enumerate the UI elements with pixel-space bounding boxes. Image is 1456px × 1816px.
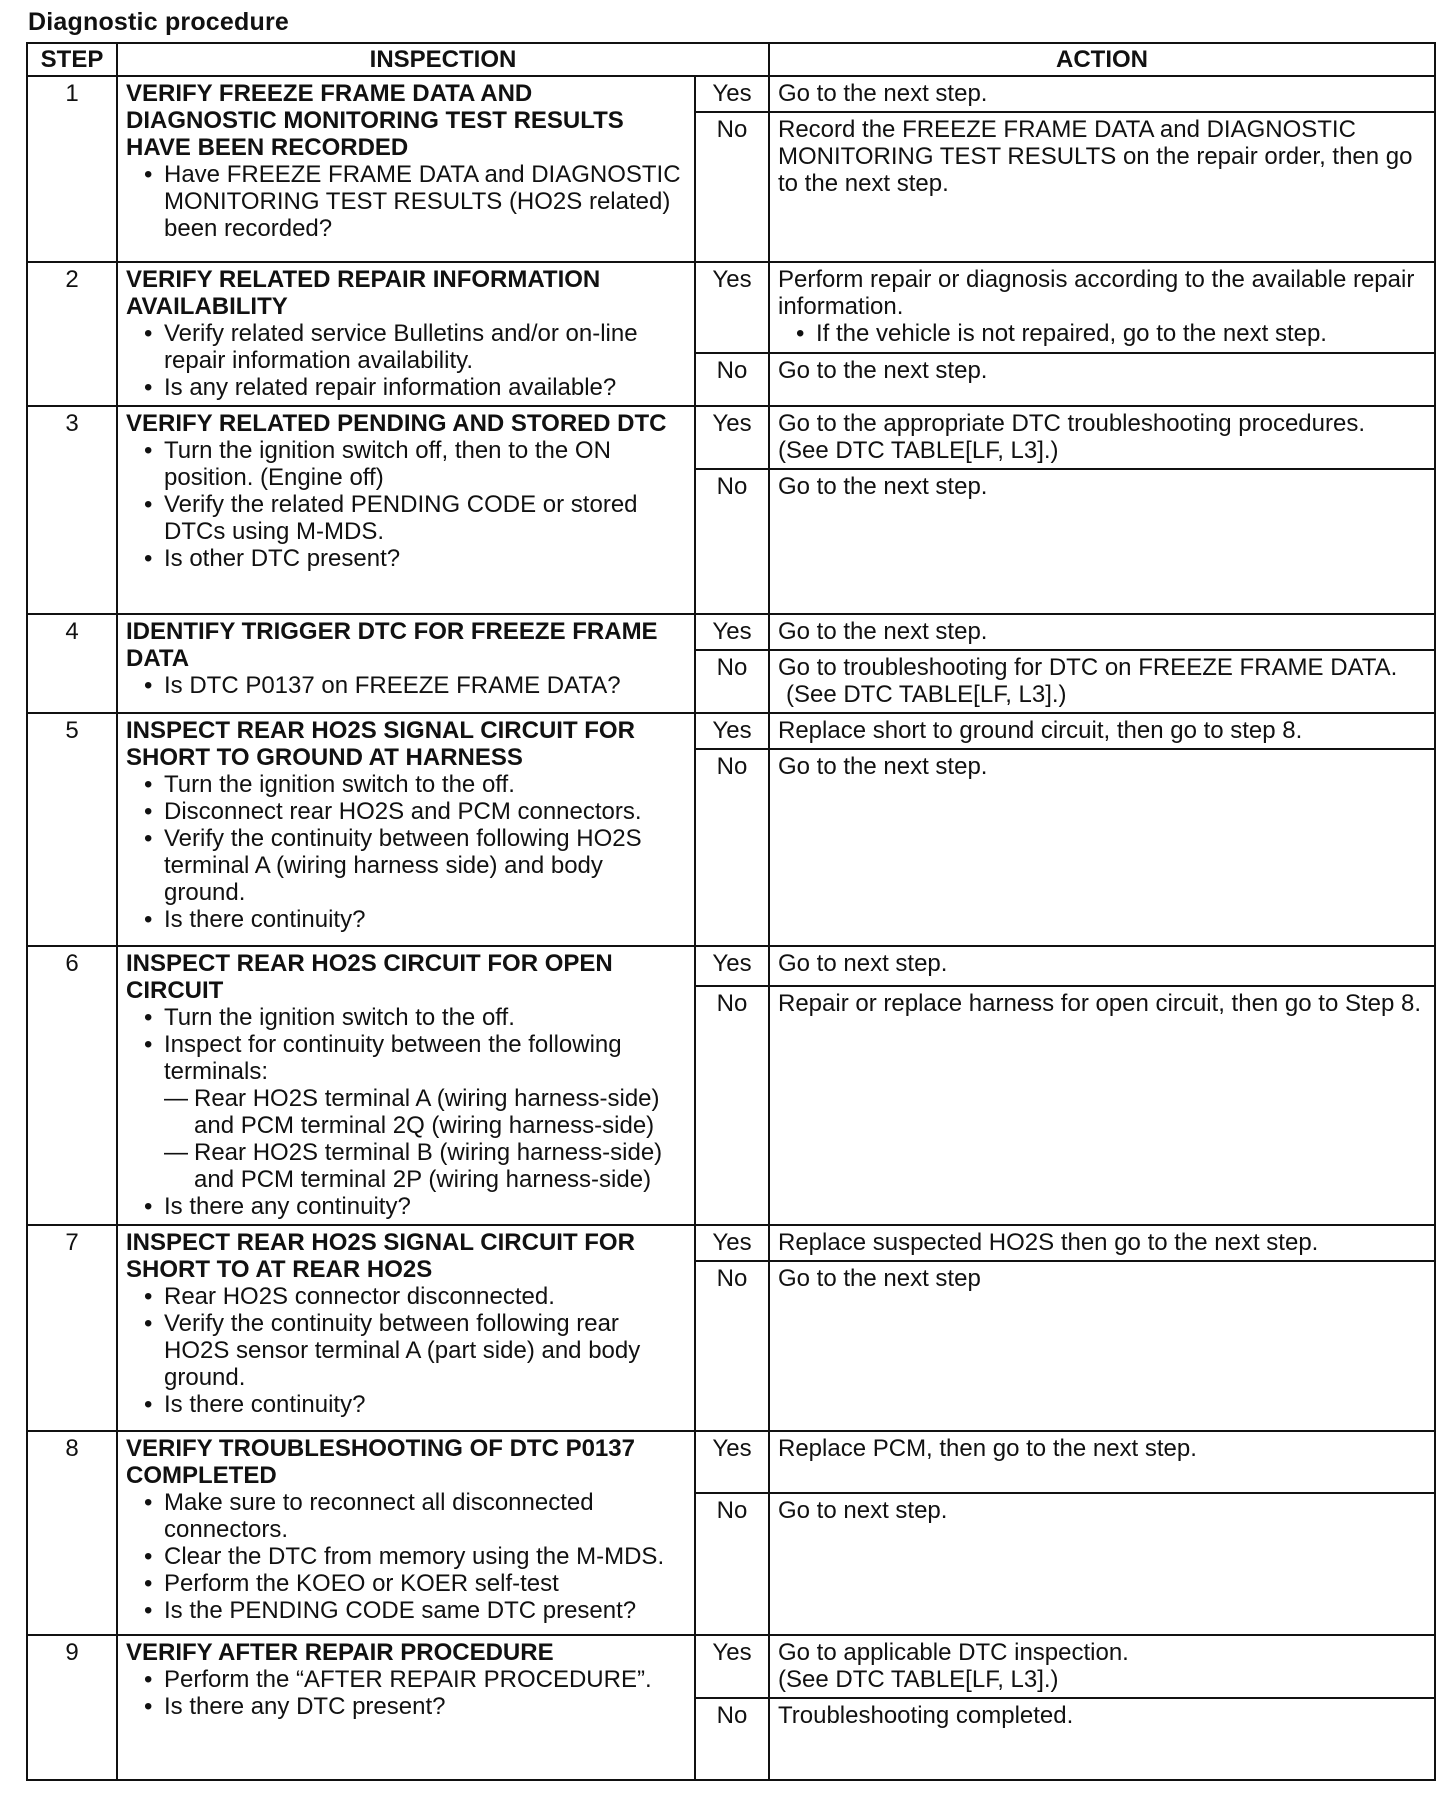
yes-label: Yes [695,946,769,986]
list-item: — Rear HO2S terminal B (wiring harness-side) and PCM terminal 2P (wiring harness-side) [164,1139,686,1193]
inspection-cell [117,946,695,1225]
list-item: • Is there continuity? [136,1391,686,1418]
inspection-list [126,1489,686,1624]
inspection-title: INSPECT REAR HO2S SIGNAL CIRCUIT FOR SHORT TO AT REAR HO2S [126,1229,635,1283]
step-number: 9 [27,1635,117,1780]
inspection-title: INSPECT REAR HO2S SIGNAL CIRCUIT FOR SHORT TO GROUND AT HARNESS [126,717,635,771]
table-row [27,406,1435,469]
list-item: • Verify the related PENDING CODE or stored DTCs using M-MDS. [136,491,686,545]
list-item: • Clear the DTC from memory using the M-MDS. [136,1543,686,1570]
list-item: • Perform the KOEO or KOER self-test [136,1570,686,1597]
inspection-cell [117,1431,695,1635]
yes-action: Perform repair or diagnosis according to the available repair information. [778,266,1415,320]
no-label: No [695,749,769,946]
inspection-title: IDENTIFY TRIGGER DTC FOR FREEZE FRAME DATA [126,618,658,672]
yes-label: Yes [695,713,769,749]
list-item: • Verify the continuity between following rear HO2S sensor terminal A (part side) and body ground. [136,1310,686,1391]
yes-label: Yes [695,1225,769,1261]
step-number: 5 [27,713,117,946]
step-number: 3 [27,406,117,614]
step-number: 6 [27,946,117,1225]
inspection-title: VERIFY AFTER REPAIR PROCEDURE [126,1639,554,1666]
table-row [27,1635,1435,1698]
step-number: 8 [27,1431,117,1635]
no-action: Repair or replace harness for open circuit, then go to Step 8. [769,986,1435,1225]
no-label: No [695,1261,769,1431]
list-item: • Disconnect rear HO2S and PCM connectors. [136,798,686,825]
no-action: Go to the next step. [769,749,1435,946]
inspection-list [126,1283,686,1418]
list-item: • Verify the continuity between following HO2S terminal A (wiring harness side) and body ground. [136,825,686,906]
list-item: • Is there any continuity? [136,1193,686,1220]
inspection-title: VERIFY TROUBLESHOOTING OF DTC P0137 COMPLETED [126,1435,635,1489]
list-item: • Is any related repair information available? [136,374,686,401]
list-item: • Have FREEZE FRAME DATA and DIAGNOSTIC MONITORING TEST RESULTS (HO2S related) been recorded? [136,161,686,242]
yes-label: Yes [695,1431,769,1493]
table-row [27,262,1435,353]
action-sublist [778,320,1426,347]
list-item: • Is DTC P0137 on FREEZE FRAME DATA? [136,672,686,699]
list-item: • Verify related service Bulletins and/or on-line repair information availability. [136,320,686,374]
inspection-cell [117,406,695,614]
list-item: • If the vehicle is not repaired, go to the next step. [788,320,1426,347]
list-item: • Turn the ignition switch off, then to the ON position. (Engine off) [136,437,686,491]
list-item: • Is the PENDING CODE same DTC present? [136,1597,686,1624]
no-action-cell [769,650,1435,713]
table-row [27,614,1435,650]
list-item: • Make sure to reconnect all disconnected connectors. [136,1489,686,1543]
list-item: • Perform the “AFTER REPAIR PROCEDURE”. [136,1666,686,1693]
inspection-list [126,320,686,401]
yes-action-cell [769,262,1435,353]
inspection-list [126,771,686,933]
dtc-table-reference: (See DTC TABLE[LF, L3].) [786,681,1067,708]
list-item: • Turn the ignition switch to the off. [136,771,686,798]
no-action: Go to troubleshooting for DTC on FREEZE FRAME DATA. [778,654,1398,681]
dtc-table-reference: (See DTC TABLE[LF, L3].) [778,1666,1059,1693]
yes-action: Replace short to ground circuit, then go to step 8. [769,713,1435,749]
table-row [27,1431,1435,1493]
yes-label: Yes [695,614,769,650]
inspection-list [126,161,686,242]
table-row [27,76,1435,112]
step-number: 4 [27,614,117,713]
table-row [27,946,1435,986]
no-label: No [695,986,769,1225]
inspection-cell [117,713,695,946]
step-number: 7 [27,1225,117,1431]
terminal-list [164,1085,686,1193]
inspection-title: INSPECT REAR HO2S CIRCUIT FOR OPEN CIRCUIT [126,950,613,1004]
yes-label: Yes [695,76,769,112]
list-item: • Is there any DTC present? [136,1693,686,1720]
no-label: No [695,650,769,713]
yes-action-cell [769,406,1435,469]
step-number: 1 [27,76,117,262]
inspection-cell [117,1225,695,1431]
table-row [27,713,1435,749]
table-header-row [27,43,1435,76]
inspection-list [126,1666,686,1720]
inspection-list [126,437,686,572]
yes-action-cell [769,1635,1435,1698]
no-action: Record the FREEZE FRAME DATA and DIAGNOSTIC MONITORING TEST RESULTS on the repair order, then go to the next step. [769,112,1435,262]
yes-action: Go to next step. [769,946,1435,986]
yes-action: Replace PCM, then go to the next step. [769,1431,1435,1493]
page-title: Diagnostic procedure [28,8,289,36]
list-item: — Rear HO2S terminal A (wiring harness-side) and PCM terminal 2Q (wiring harness-side) [164,1085,686,1139]
no-action: Go to next step. [769,1493,1435,1635]
no-label: No [695,1698,769,1780]
list-item-text: Inspect for continuity between the following terminals: [164,1031,622,1085]
no-action: Go to the next step [769,1261,1435,1431]
yes-action: Go to the appropriate DTC troubleshooting procedures. [778,410,1366,437]
list-item: • Turn the ignition switch to the off. [136,1004,686,1031]
no-label: No [695,469,769,614]
inspection-cell [117,76,695,262]
no-action: Troubleshooting completed. [769,1698,1435,1780]
list-item: • Is there continuity? [136,906,686,933]
yes-label: Yes [695,406,769,469]
yes-label: Yes [695,1635,769,1698]
diagnostic-procedure-table [26,42,1436,1781]
list-item: • Rear HO2S connector disconnected. [136,1283,686,1310]
no-label: No [695,1493,769,1635]
no-label: No [695,353,769,406]
inspection-title: VERIFY RELATED PENDING AND STORED DTC [126,410,667,437]
inspection-list [126,672,686,699]
inspection-cell [117,262,695,406]
no-label: No [695,112,769,262]
header-step: STEP [27,43,117,76]
inspection-list [126,1004,686,1220]
inspection-title: VERIFY FREEZE FRAME DATA AND DIAGNOSTIC MONITORING TEST RESULTS HAVE BEEN RECORDED [126,80,624,161]
yes-action: Go to the next step. [769,76,1435,112]
table-row [27,1225,1435,1261]
yes-label: Yes [695,262,769,353]
list-item [136,1031,686,1193]
yes-action: Replace suspected HO2S then go to the next step. [769,1225,1435,1261]
header-action: ACTION [769,43,1435,76]
no-action: Go to the next step. [769,353,1435,406]
yes-action: Go to the next step. [769,614,1435,650]
yes-action: Go to applicable DTC inspection. [778,1639,1129,1666]
header-inspection: INSPECTION [117,43,769,76]
inspection-cell [117,614,695,713]
inspection-cell [117,1635,695,1780]
no-action: Go to the next step. [769,469,1435,614]
step-number: 2 [27,262,117,406]
inspection-title: VERIFY RELATED REPAIR INFORMATION AVAILABILITY [126,266,601,320]
list-item: • Is other DTC present? [136,545,686,572]
dtc-table-reference: (See DTC TABLE[LF, L3].) [778,437,1059,464]
